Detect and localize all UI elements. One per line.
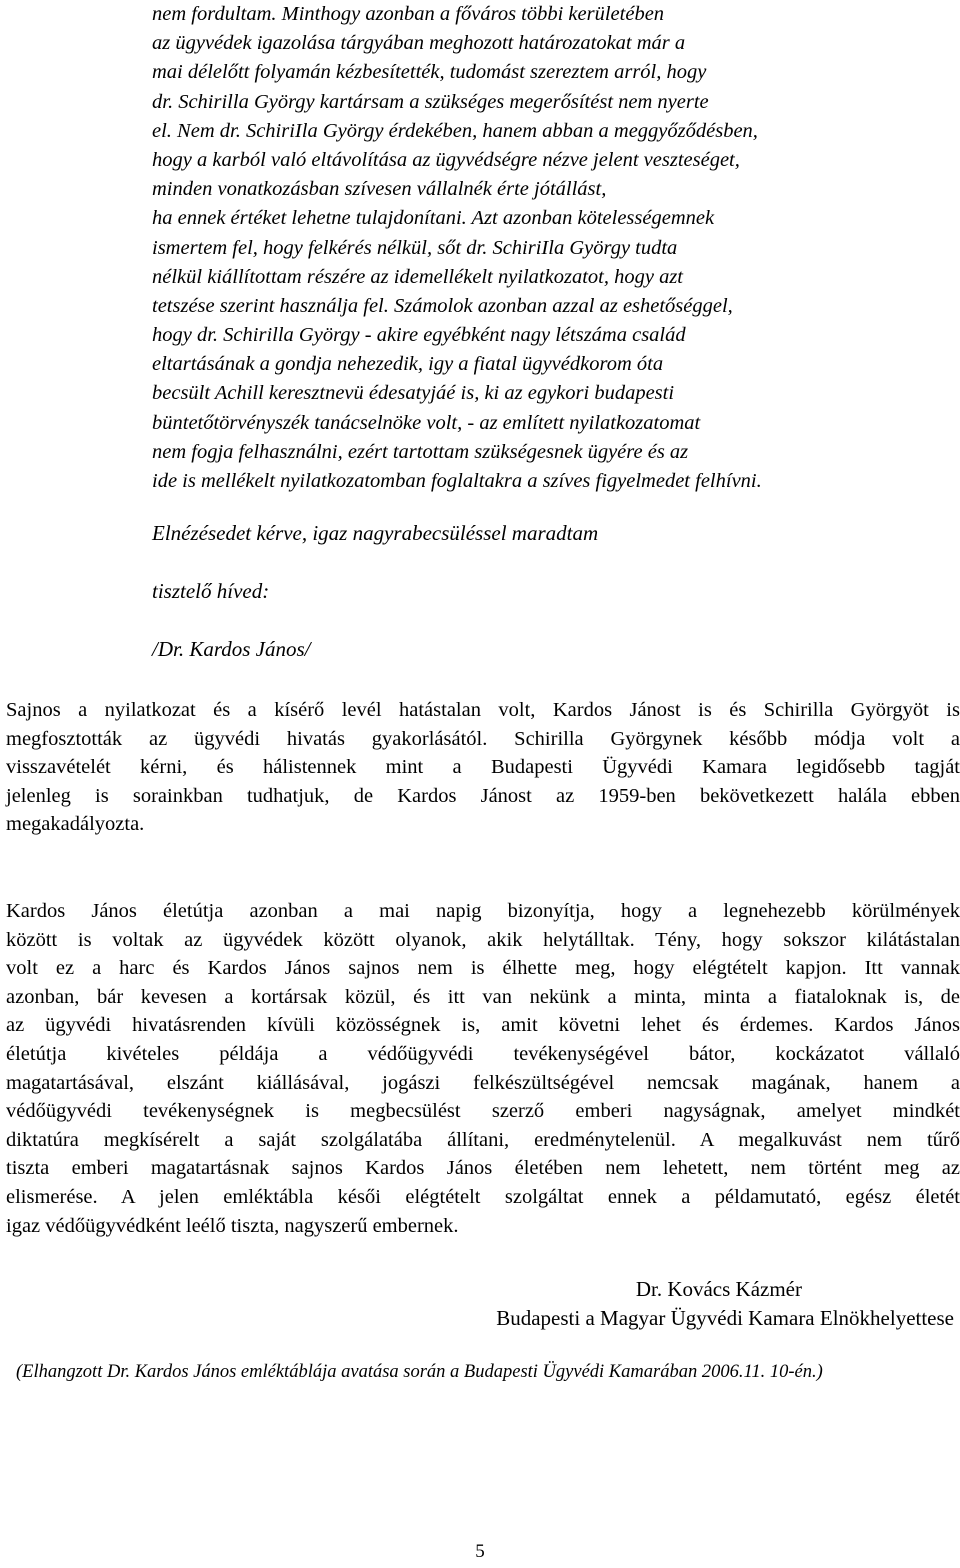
letter-line: dr. Schirilla György kartársam a szükséges megerősítést nem nyerte xyxy=(152,90,709,113)
paragraph-line: diktatúra megkísérelt a saját szolgálatába állítani, eredménytelenül. A megalkuvást nem tűrő xyxy=(6,1128,960,1151)
paragraph-line: megfosztották az ügyvédi hivatás gyakorlásától. Schirilla Györgynek később módja volt a xyxy=(6,727,960,750)
letter-closing: Elnézésedet kérve, igaz nagyrabecsüléssel maradtam xyxy=(152,521,599,545)
paragraph-line: védőügyvédi tevékenységnek is megbecsülést szerző emberi nagyságnak, amelyet mindkét xyxy=(6,1100,960,1123)
paragraph-line: azonban, bár kevesen a kortársak közül, és itt van nekünk a minta, minta a fiataloknak is, de xyxy=(6,985,960,1008)
paragraph-line: magatartásával, elszánt kiállásával, jogászi felkészültségével nemcsak magának, hanem a xyxy=(6,1071,960,1094)
paragraph-line: életútja kivételes példája a védőügyvédi tevékenységével bátor, kockázatot vállaló xyxy=(6,1042,960,1065)
footnote: (Elhangzott Dr. Kardos János emléktáblája avatása során a Budapesti Ügyvédi Kamarában 2006.11. 10-én.) xyxy=(16,1362,823,1382)
paragraph-line: megakadályozta. xyxy=(6,813,145,836)
paragraph-line: között is voltak az ügyvédek között olyanok, akik helytálltak. Tény, hogy sokszor kilátástalan xyxy=(6,928,960,951)
letter-line: büntetőtörvényszék tanácselnöke volt, - az említett nyilatkozatomat xyxy=(152,411,701,434)
letter-line: eltartásának a gondja nehezedik, igy a fiatal ügyvédkorom óta xyxy=(152,353,664,376)
paragraph-line: Kardos János életútja azonban a mai napig bizonyítja, hogy a legnehezebb körülmények xyxy=(6,900,960,922)
paragraph-line: tiszta emberi magatartásnak sajnos Kardos János életében nem lehetett, nem történt meg az xyxy=(6,1157,960,1180)
letter-line: ha ennek értéket lehetne tulajdonítani. Azt azonban kötelességemnek xyxy=(152,207,715,230)
paragraph-line: volt ez a harc és Kardos János sajnos nem is élhette meg, hogy elégtételt kapjon. Itt vannak xyxy=(6,957,960,980)
body-paragraph xyxy=(6,696,960,839)
letter-line: minden vonatkozásban szívesen vállalnék érte jótállást, xyxy=(152,178,607,201)
body-paragraph xyxy=(6,897,960,1240)
letter-line: az ügyvédek igazolása tárgyában meghozott határozatokat már a xyxy=(152,32,686,55)
letter-line: hogy a karból való eltávolítása az ügyvédségre nézve jelent veszteséget, xyxy=(152,148,740,171)
letter-line: ismertem fel, hogy felkérés nélkül, sőt dr. SchiriIla György tudta xyxy=(152,236,678,259)
signatory-name: Dr. Kovács Kázmér xyxy=(635,1277,802,1301)
page-number: 5 xyxy=(475,1541,485,1562)
letter-signature: /Dr. Kardos János/ xyxy=(152,637,311,661)
letter-line: nem fogja felhasználni, ezért tartottam szükségesnek ügyére és az xyxy=(152,440,689,463)
paragraph-line: jelenleg is sorainkban tudhatjuk, de Kardos Jánost az 1959-ben bekövetkezett halála ebben xyxy=(6,784,960,807)
letter-line: el. Nem dr. SchiriIla György érdekében, hanem abban a meggyőződésben, xyxy=(152,119,758,142)
paragraph-line: elismerése. A jelen emléktábla késői elégtételt szolgáltat ennek a példamutató, egész életét xyxy=(6,1185,960,1208)
paragraph-line: Sajnos a nyilatkozat és a kísérő levél hatástalan volt, Kardos Jánost is és Schirilla Györgyöt is xyxy=(6,699,960,721)
letter-line: ide is mellékelt nyilatkozatomban foglaltakra a szíves figyelmedet felhívni. xyxy=(152,470,762,492)
letter-line: nem fordultam. Minthogy azonban a főváros többi kerületében xyxy=(152,3,665,25)
paragraph-line: az ügyvédi hivatásrenden kívüli közösségnek is, amit követni lehet és érdemes. Kardos János xyxy=(6,1014,960,1037)
letter-salutation: tisztelő híved: xyxy=(152,579,270,603)
paragraph-line: igaz védőügyvédként leélő tiszta, nagyszerű embernek. xyxy=(6,1214,459,1237)
quoted-letter xyxy=(152,0,952,496)
letter-line: mai délelőtt folyamán kézbesítették, tudomást szereztem arról, hogy xyxy=(152,61,707,84)
paragraph-line: visszavételét kérni, és hálistennek mint a Budapesti Ügyvédi Kamara legidősebb tagját xyxy=(6,756,960,779)
letter-line: tetszése szerint használja fel. Számolok azonban azzal az eshetőséggel, xyxy=(152,294,733,317)
letter-line: nélkül kiállítottam részére az idemellékelt nyilatkozatot, hogy azt xyxy=(152,265,683,288)
letter-line: becsült Achill keresztnevü édesatyjáé is, ki az egykori budapesti xyxy=(152,382,675,405)
letter-line: hogy dr. Schirilla György - akire egyébként nagy létszáma család xyxy=(152,324,686,347)
signatory-title: Budapesti a Magyar Ügyvédi Kamara Elnökhelyettese xyxy=(496,1306,954,1330)
